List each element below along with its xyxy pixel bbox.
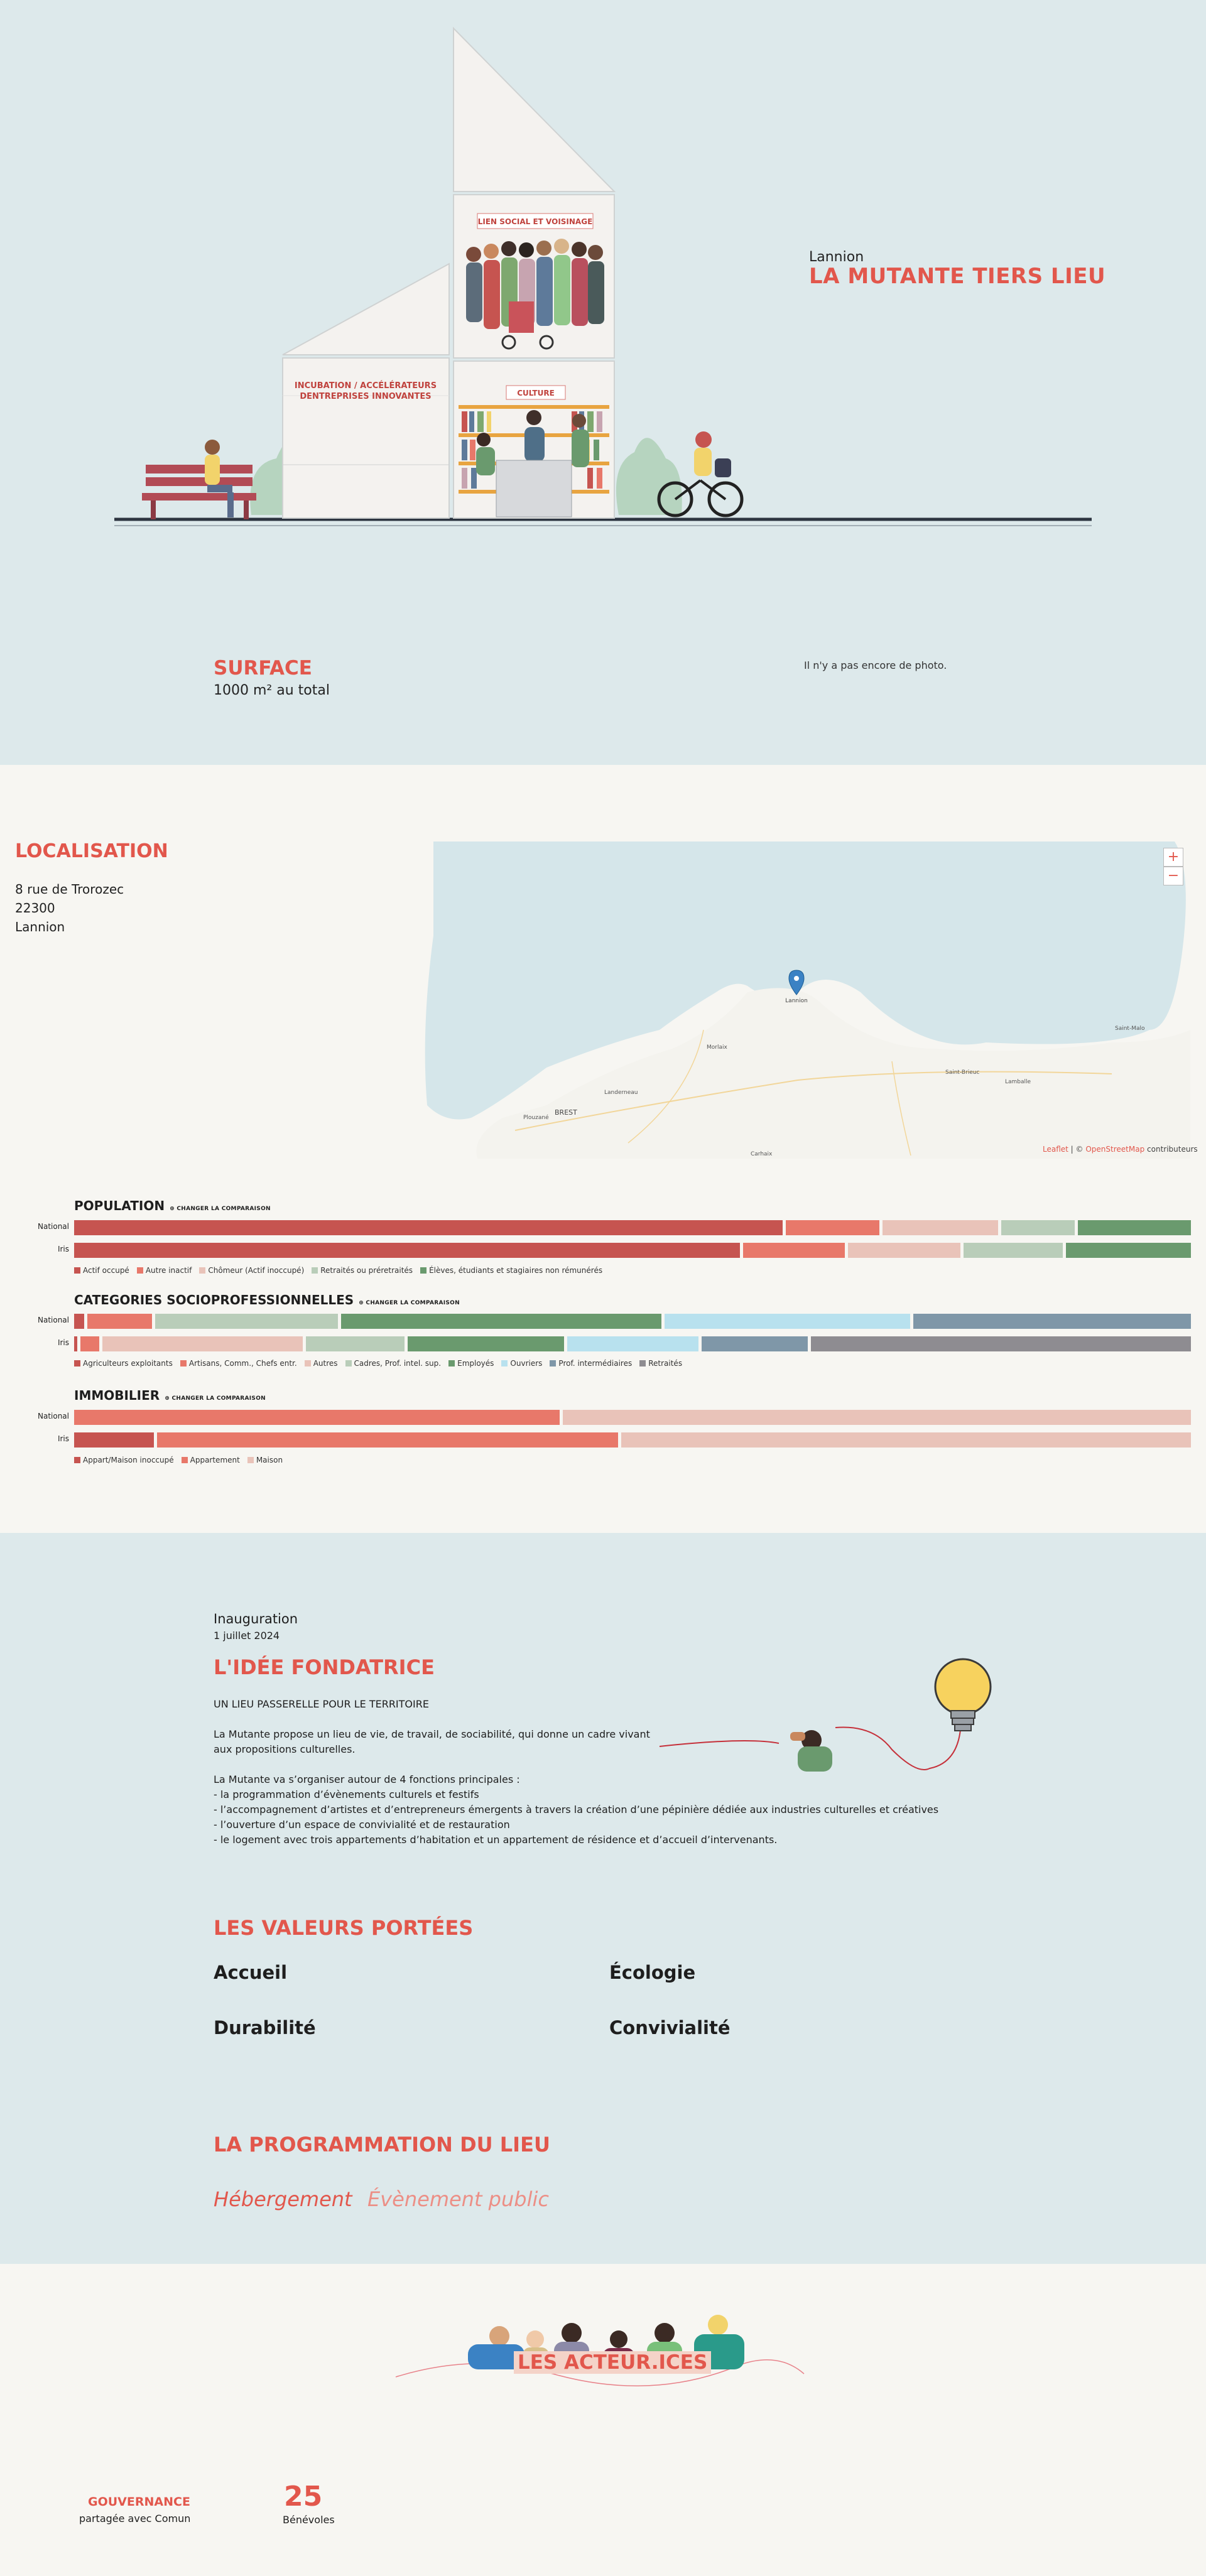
bar-segment [665,1314,910,1329]
legend-label: Prof. intermédiaires [558,1359,633,1368]
bar-segment [157,1432,618,1448]
legend-swatch [199,1267,205,1274]
value-ecologie: Écologie [609,1962,696,1983]
bar-segment [883,1220,998,1235]
bar-segment [408,1336,564,1351]
bar-segment [621,1432,1191,1448]
person-pulling-icon [790,1730,832,1772]
bar-segment [848,1243,960,1258]
legend-item [312,1266,413,1275]
volunteers-label: Bénévoles [283,2514,335,2526]
csp-title-text: CATEGORIES SOCIOPROFESSIONNELLES [74,1292,354,1307]
osm-link[interactable]: OpenStreetMap [1085,1145,1145,1154]
surface-value: 1000 m² au total [214,683,330,698]
actors-section [0,2264,1206,2576]
programmation-hebergement[interactable]: Hébergement [214,2187,352,2211]
value-durabilite: Durabilité [214,2017,316,2038]
map-place-landerneau: Landerneau [604,1090,638,1096]
bar-segment [74,1432,154,1448]
attribution-rest: contributeurs [1144,1145,1198,1154]
idea-para2-line1: La Mutante va s’organiser autour de 4 fonctions principales : [214,1773,520,1785]
programmation-evenement-public[interactable]: Évènement public [367,2187,549,2211]
legend-swatch [182,1457,188,1463]
legend-swatch [639,1360,646,1366]
legend-swatch [501,1360,508,1366]
idea-para2-line4: - l’ouverture d’un espace de convivialité et de restauration [214,1819,510,1831]
map-place-brest: BREST [555,1108,577,1117]
idea-section [0,1533,1206,2264]
bar-segment [964,1243,1063,1258]
programmation-title: LA PROGRAMMATION DU LIEU [214,2133,550,2157]
bar-segment [87,1314,152,1329]
map-zoom-in-button[interactable]: + [1163,848,1183,867]
legend-item [448,1359,494,1368]
immo-iris-label: Iris [57,1434,69,1443]
legend-swatch [550,1360,556,1366]
legend-label: Artisans, Comm., Chefs entr. [188,1359,297,1368]
idea-para1-line1: La Mutante propose un lieu de vie, de travail, de sociabilité, qui donne un cadre vivant [214,1728,650,1740]
csp-iris-bar [74,1336,1191,1351]
immo-national-label: National [37,1412,69,1421]
legend-label: Chômeur (Actif inoccupé) [208,1266,305,1275]
page-title: LA MUTANTE TIERS LIEU [809,264,1106,289]
inauguration-date: 1 juillet 2024 [214,1630,280,1642]
legend-item [550,1359,632,1368]
bar-segment [567,1336,698,1351]
address-postcode: 22300 [15,901,55,916]
legend-label: Maison [256,1456,283,1464]
map-attribution [1043,1145,1198,1154]
idea-para1-line2: aux propositions culturelles. [214,1743,356,1755]
legend-label: Retraités ou préretraités [320,1266,413,1275]
map-place-lamballe: Lamballe [1005,1079,1031,1085]
csp-national-bar [74,1314,1191,1329]
idea-para2-line5: - le logement avec trois appartements d’habitation et un appartement de résidence et d’accueil d’intervenants. [214,1834,778,1846]
bar-segment [811,1336,1191,1351]
csp-title [74,1292,460,1307]
map[interactable] [421,842,1190,1159]
bar-segment [786,1220,879,1235]
population-national-bar [74,1220,1191,1235]
idea-subtitle: UN LIEU PASSERELLE POUR LE TERRITOIRE [214,1698,429,1710]
governance-label: GOUVERNANCE [88,2495,190,2509]
bar-segment [74,1410,560,1425]
map-place-carhaix: Carhaix [751,1151,773,1157]
legend-swatch [180,1360,187,1366]
legend-label: Ouvriers [510,1359,543,1368]
bulb-icon [935,1659,991,1731]
legend-swatch [74,1360,80,1366]
lightbulb-illustration [653,1611,1005,1775]
legend-label: Autres [313,1359,338,1368]
bar-segment [74,1314,84,1329]
population-change-comparison-link[interactable]: ⊕ CHANGER LA COMPARAISON [170,1206,271,1212]
legend-item [501,1359,542,1368]
legend-item [345,1359,442,1368]
legend-item [247,1456,283,1464]
bench [142,465,256,519]
csp-national-label: National [37,1316,69,1324]
values-title: LES VALEURS PORTÉES [214,1916,474,1940]
idea-para2-line2: - la programmation d’évènements culturels et festifs [214,1789,479,1800]
bar-segment [1066,1243,1191,1258]
legend-label: Appart/Maison inoccupé [83,1456,174,1464]
bar-segment [155,1314,338,1329]
immo-national-bar [74,1410,1191,1425]
bar-segment [563,1410,1191,1425]
population-iris-bar [74,1243,1191,1258]
bar-segment [1078,1220,1191,1235]
bar-segment [74,1220,783,1235]
legend-swatch [420,1267,426,1274]
incubation-label-2: DENTREPRISES INNOVANTES [300,392,432,401]
legend-item [137,1266,192,1275]
legend-label: Actif occupé [83,1266,129,1275]
bar-segment [702,1336,808,1351]
value-convivialite: Convivialité [609,2017,731,2038]
legend-item [182,1456,240,1464]
population-legend [74,1266,602,1275]
immo-iris-bar [74,1432,1191,1448]
social-label: LIEN SOCIAL ET VOISINAGE [477,217,593,226]
legend-item [639,1359,682,1368]
attribution-sep: | © [1068,1145,1086,1154]
legend-swatch [312,1267,318,1274]
bar-segment [341,1314,661,1329]
map-zoom-out-button[interactable]: − [1163,867,1183,885]
location-title: LOCALISATION [15,840,168,862]
legend-item [199,1266,304,1275]
population-national-label: National [37,1222,69,1231]
legend-item [420,1266,602,1275]
csp-change-comparison-link[interactable]: ⊕ CHANGER LA COMPARAISON [359,1300,460,1306]
bar-segment [743,1243,845,1258]
bar-segment [74,1336,77,1351]
immo-title [74,1388,266,1403]
legend-swatch [247,1457,254,1463]
actors-title: LES ACTEUR.ICES [514,2351,711,2374]
map-place-saint-brieuc: Saint-Brieuc [945,1069,980,1076]
legend-swatch [448,1360,455,1366]
legend-swatch [74,1457,80,1463]
legend-swatch [345,1360,352,1366]
governance-value: partagée avec Comun [79,2513,191,2525]
legend-label: Élèves, étudiants et stagiaires non rémunérés [429,1266,603,1275]
hero-section [0,0,1206,765]
volunteers-count: 25 [284,2481,323,2513]
address-city: Lannion [15,919,65,934]
legend-label: Autre inactif [145,1266,192,1275]
legend-item [74,1359,173,1368]
address-street: 8 rue de Trorozec [15,882,124,897]
immo-legend [74,1456,283,1464]
idea-title: L'IDÉE FONDATRICE [214,1655,435,1679]
legend-item [74,1456,174,1464]
population-title [74,1198,271,1213]
location-section [0,765,1206,1533]
bar-segment [102,1336,303,1351]
bar-segment [306,1336,405,1351]
city-name: Lannion [809,249,864,265]
map-marker-label: Lannion [785,998,808,1004]
legend-item [305,1359,338,1368]
csp-legend [74,1359,682,1368]
csp-iris-label: Iris [57,1338,69,1347]
immo-change-comparison-link[interactable]: ⊕ CHANGER LA COMPARAISON [165,1395,266,1402]
legend-item [180,1359,297,1368]
bar-segment [1001,1220,1075,1235]
bar-segment [913,1314,1191,1329]
map-place-plouzane: Plouzané [523,1115,549,1121]
right-bush [616,438,682,515]
map-place-saint-malo: Saint-Malo [1115,1026,1145,1032]
idea-para2-line3: - l’accompagnement d’artistes et d’entrepreneurs émergents à travers la création d’une pépinière dédiée aux industries culturelles et créatives [214,1804,939,1816]
map-place-morlaix: Morlaix [707,1044,727,1051]
leaflet-link[interactable]: Leaflet [1043,1145,1068,1154]
legend-label: Cadres, Prof. intel. sup. [354,1359,442,1368]
immo-title-text: IMMOBILIER [74,1388,160,1403]
legend-label: Agriculteurs exploitants [83,1359,173,1368]
inauguration-label: Inauguration [214,1611,298,1626]
bar-segment [74,1243,740,1258]
no-photo-message: Il n'y a pas encore de photo. [804,659,947,671]
surface-label: SURFACE [214,657,312,679]
bar-segment [80,1336,99,1351]
incubation-label-1: INCUBATION / ACCÉLÉRATEURS [294,381,437,391]
crowd-illustration [460,239,608,352]
legend-label: Retraités [648,1359,683,1368]
culture-label: CULTURE [517,389,555,398]
left-building [283,264,449,518]
legend-item [74,1266,129,1275]
value-accueil: Accueil [214,1962,288,1983]
population-title-text: POPULATION [74,1198,165,1213]
legend-swatch [305,1360,311,1366]
legend-label: Employés [457,1359,494,1368]
legend-swatch [74,1267,80,1274]
population-iris-label: Iris [57,1245,69,1253]
legend-swatch [137,1267,143,1274]
legend-label: Appartement [190,1456,240,1464]
